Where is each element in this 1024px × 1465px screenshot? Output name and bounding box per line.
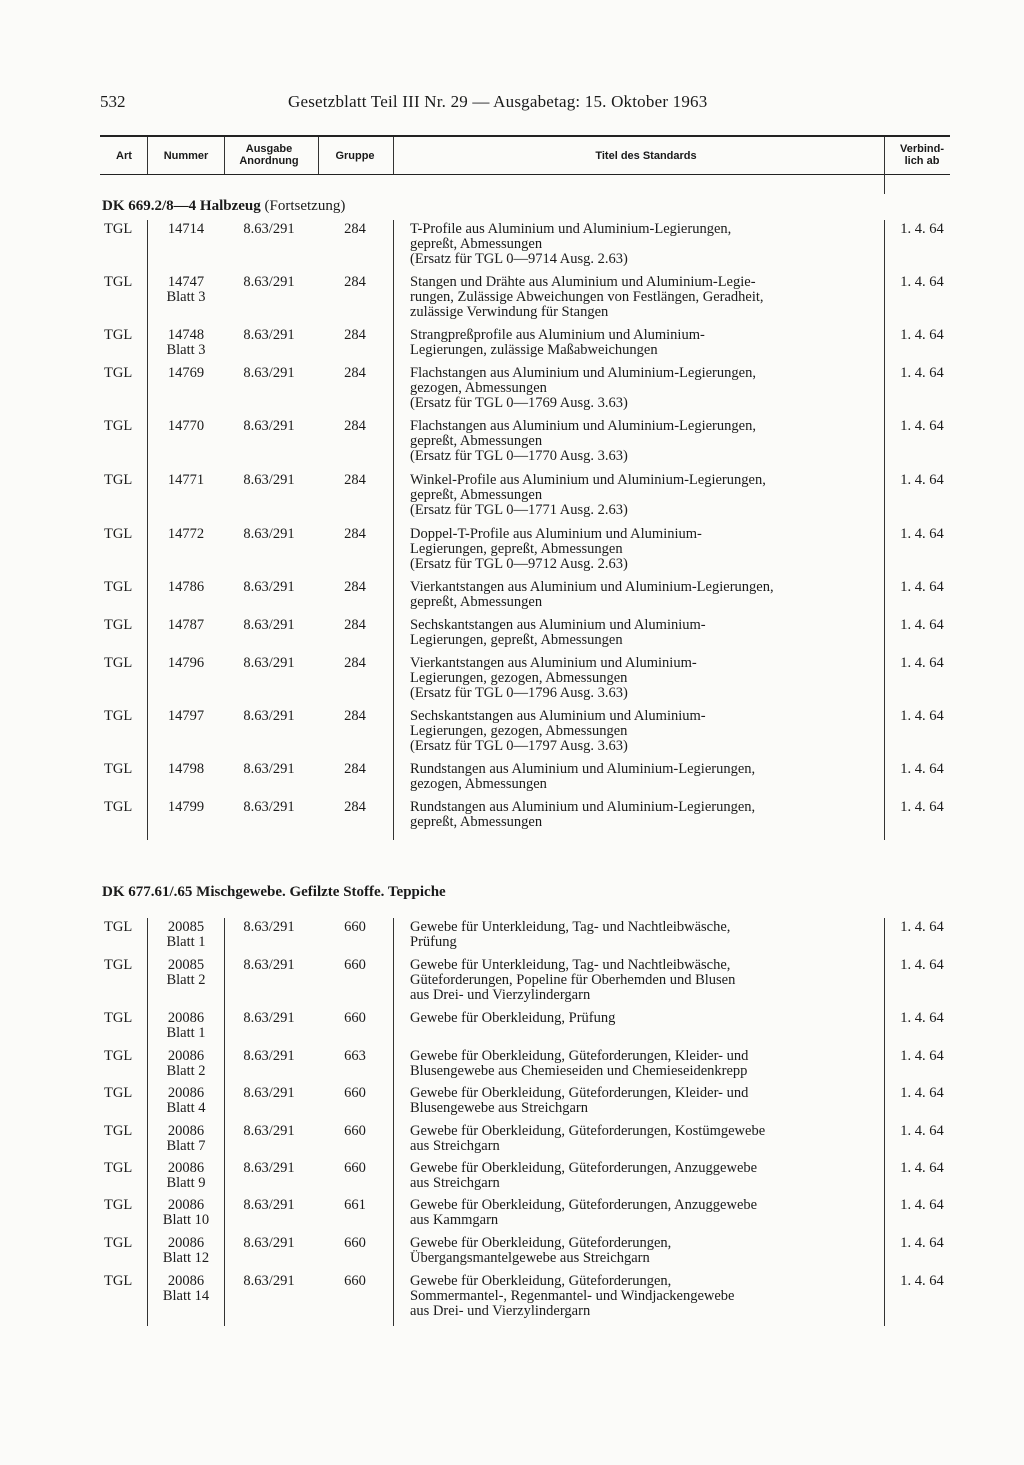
- cell-ausgabe: 8.63/291: [243, 655, 295, 671]
- cell-titel-line: Gewebe für Oberkleidung, Prüfung: [410, 1010, 616, 1026]
- cell-titel: [410, 275, 882, 320]
- cell-titel-line: Gewebe für Unterkleidung, Tag- und Nachtleibwäsche,: [410, 957, 731, 973]
- column-header-ausgabe: [226, 143, 312, 167]
- cell-nummer-line: 14772: [167, 526, 205, 542]
- cell-ausgabe: 8.63/291: [243, 708, 295, 724]
- cell-nummer: [150, 1274, 222, 1304]
- cell-titel: [410, 618, 882, 648]
- cell-nummer: [150, 222, 222, 237]
- cell-nummer-line: 14799: [167, 799, 205, 815]
- cell-art: TGL: [104, 919, 133, 935]
- cell-nummer-line: 14769: [167, 365, 205, 381]
- cell-titel-line: Gewebe für Oberkleidung, Güteforderungen, Kostümgewebe: [410, 1123, 766, 1139]
- cell-titel: [410, 580, 882, 610]
- cell-titel: [410, 920, 882, 950]
- cell-titel-line: Sechskantstangen aus Aluminium und Aluminium-: [410, 708, 706, 724]
- cell-nummer-line: Blatt 1: [166, 1025, 206, 1041]
- cell-nummer-line: 14747: [167, 274, 205, 290]
- cell-nummer: [150, 419, 222, 434]
- cell-ausgabe: 8.63/291: [243, 472, 295, 488]
- cell-verbindlich-ab: 1. 4. 64: [900, 1123, 944, 1139]
- cell-titel-line: Gewebe für Oberkleidung, Güteforderungen, Kleider- und: [410, 1048, 749, 1064]
- cell-titel-line: Übergangsmantelgewebe aus Streichgarn: [410, 1250, 650, 1266]
- cell-gruppe: 660: [344, 1160, 366, 1176]
- cell-titel-line: Legierungen, gezogen, Abmessungen: [410, 723, 628, 739]
- cell-gruppe: 663: [344, 1048, 366, 1064]
- cell-art: TGL: [104, 472, 133, 488]
- cell-titel: [410, 366, 882, 411]
- cell-titel-line: Legierungen, gepreßt, Abmessungen: [410, 541, 623, 557]
- cell-verbindlich-ab: 1. 4. 64: [900, 1010, 944, 1026]
- cell-gruppe: 284: [344, 221, 366, 237]
- cell-art: TGL: [104, 221, 133, 237]
- cell-titel-line: (Ersatz für TGL 0—9714 Ausg. 2.63): [410, 251, 628, 267]
- cell-verbindlich-ab: 1. 4. 64: [900, 1160, 944, 1176]
- column-header-titel: Titel des Standards: [595, 150, 697, 162]
- cell-ausgabe: 8.63/291: [243, 617, 295, 633]
- cell-verbindlich-ab: 1. 4. 64: [900, 919, 944, 935]
- cell-titel: [410, 328, 882, 358]
- cell-nummer-line: Blatt 12: [162, 1250, 210, 1266]
- cell-titel-line: Stangen und Drähte aus Aluminium und Aluminium-Legie-: [410, 274, 756, 290]
- cell-ausgabe: 8.63/291: [243, 957, 295, 973]
- cell-verbindlich-ab: 1. 4. 64: [900, 799, 944, 815]
- cell-verbindlich-ab: 1. 4. 64: [900, 526, 944, 542]
- column-header-art: Art: [116, 150, 132, 162]
- column-divider: [884, 220, 885, 840]
- cell-ausgabe: 8.63/291: [243, 1160, 295, 1176]
- journal-title: Gesetzblatt Teil III Nr. 29 — Ausgabetag: 15. Oktober 1963: [288, 92, 708, 111]
- cell-nummer: [150, 527, 222, 542]
- column-divider: [224, 918, 225, 1326]
- cell-gruppe: 660: [344, 1273, 366, 1289]
- page-number: 532: [100, 92, 126, 111]
- cell-titel-line: (Ersatz für TGL 0—1796 Ausg. 3.63): [410, 685, 628, 701]
- cell-nummer-line: 14796: [167, 655, 205, 671]
- cell-verbindlich-ab: 1. 4. 64: [900, 1048, 944, 1064]
- column-divider: [884, 918, 885, 1326]
- cell-gruppe: 284: [344, 617, 366, 633]
- section-heading: [102, 884, 446, 901]
- cell-verbindlich-ab: 1. 4. 64: [900, 655, 944, 671]
- cell-titel-line: (Ersatz für TGL 0—1770 Ausg. 3.63): [410, 448, 628, 464]
- cell-titel-line: gezogen, Abmessungen: [410, 380, 547, 396]
- cell-titel-line: (Ersatz für TGL 0—1771 Ausg. 2.63): [410, 502, 628, 518]
- cell-art: TGL: [104, 1197, 133, 1213]
- cell-titel-line: Doppel-T-Profile aus Aluminium und Aluminium-: [410, 526, 702, 542]
- cell-art: TGL: [104, 579, 133, 595]
- cell-nummer-line: 20086: [167, 1273, 205, 1289]
- cell-titel-line: aus Drei- und Vierzylindergarn: [410, 1303, 591, 1319]
- cell-nummer: [150, 958, 222, 988]
- cell-verbindlich-ab: 1. 4. 64: [900, 617, 944, 633]
- cell-nummer: [150, 1049, 222, 1079]
- cell-ausgabe: 8.63/291: [243, 919, 295, 935]
- column-header-verbindlich: [890, 143, 954, 167]
- cell-verbindlich-ab: 1. 4. 64: [900, 472, 944, 488]
- cell-titel-line: aus Kammgarn: [410, 1212, 499, 1228]
- cell-titel-line: Legierungen, zulässige Maßabweichungen: [410, 342, 658, 358]
- cell-gruppe: 284: [344, 655, 366, 671]
- cell-titel-line: gepreßt, Abmessungen: [410, 433, 543, 449]
- cell-titel: [410, 473, 882, 518]
- cell-nummer: [150, 656, 222, 671]
- cell-gruppe: 284: [344, 526, 366, 542]
- cell-titel: [410, 222, 882, 267]
- column-header-ausgabe-line2: Anordnung: [239, 155, 299, 167]
- column-divider: [147, 220, 148, 840]
- cell-nummer: [150, 328, 222, 358]
- cell-nummer-line: 14787: [167, 617, 205, 633]
- cell-gruppe: 661: [344, 1197, 366, 1213]
- running-head: [100, 92, 960, 116]
- cell-verbindlich-ab: 1. 4. 64: [900, 274, 944, 290]
- cell-ausgabe: 8.63/291: [243, 365, 295, 381]
- cell-titel: [410, 656, 882, 701]
- cell-nummer-line: 20086: [167, 1085, 205, 1101]
- cell-nummer-line: 20086: [167, 1048, 205, 1064]
- cell-art: TGL: [104, 1010, 133, 1026]
- cell-titel-line: Sechskantstangen aus Aluminium und Aluminium-: [410, 617, 706, 633]
- cell-titel-line: Rundstangen aus Aluminium und Aluminium-Legierungen,: [410, 799, 756, 815]
- cell-titel-line: Blusengewebe aus Streichgarn: [410, 1100, 588, 1116]
- cell-nummer-line: 20086: [167, 1010, 205, 1026]
- cell-ausgabe: 8.63/291: [243, 799, 295, 815]
- cell-verbindlich-ab: 1. 4. 64: [900, 1085, 944, 1101]
- cell-verbindlich-ab: 1. 4. 64: [900, 221, 944, 237]
- cell-titel-line: gepreßt, Abmessungen: [410, 814, 543, 830]
- cell-nummer: [150, 618, 222, 633]
- table-top-rule: [100, 135, 950, 137]
- cell-nummer-line: 20086: [167, 1123, 205, 1139]
- column-divider: [147, 918, 148, 1326]
- cell-titel-line: gezogen, Abmessungen: [410, 776, 547, 792]
- cell-nummer: [150, 1086, 222, 1116]
- cell-nummer: [150, 762, 222, 777]
- cell-titel-line: aus Drei- und Vierzylindergarn: [410, 987, 591, 1003]
- cell-ausgabe: 8.63/291: [243, 418, 295, 434]
- cell-titel: [410, 1086, 882, 1116]
- cell-verbindlich-ab: 1. 4. 64: [900, 708, 944, 724]
- column-divider: [393, 918, 394, 1326]
- cell-titel-line: gepreßt, Abmessungen: [410, 236, 543, 252]
- cell-art: TGL: [104, 526, 133, 542]
- cell-art: TGL: [104, 1235, 133, 1251]
- cell-nummer: [150, 275, 222, 305]
- cell-ausgabe: 8.63/291: [243, 1085, 295, 1101]
- cell-art: TGL: [104, 418, 133, 434]
- cell-titel: [410, 958, 882, 1003]
- cell-nummer-line: Blatt 7: [166, 1138, 206, 1154]
- cell-gruppe: 660: [344, 1123, 366, 1139]
- column-header-verbindlich-line1: Verbind-: [899, 143, 944, 155]
- cell-art: TGL: [104, 1273, 133, 1289]
- cell-nummer-line: 20086: [167, 1197, 205, 1213]
- cell-titel-line: Prüfung: [410, 934, 457, 950]
- cell-gruppe: 660: [344, 919, 366, 935]
- cell-nummer-line: 14798: [167, 761, 205, 777]
- table-header-rule: [100, 174, 950, 175]
- cell-gruppe: 284: [344, 579, 366, 595]
- cell-titel-line: Sommermantel-, Regenmantel- und Windjackengewebe: [410, 1288, 735, 1304]
- cell-titel-line: Vierkantstangen aus Aluminium und Aluminium-Legierungen,: [410, 579, 774, 595]
- cell-gruppe: 284: [344, 327, 366, 343]
- header-divider: [224, 137, 225, 174]
- cell-titel-line: aus Streichgarn: [410, 1175, 500, 1191]
- cell-nummer-line: 20085: [167, 919, 205, 935]
- cell-titel-line: Rundstangen aus Aluminium und Aluminium-Legierungen,: [410, 761, 756, 777]
- cell-verbindlich-ab: 1. 4. 64: [900, 418, 944, 434]
- cell-art: TGL: [104, 957, 133, 973]
- cell-gruppe: 284: [344, 799, 366, 815]
- cell-ausgabe: 8.63/291: [243, 221, 295, 237]
- cell-titel-line: gepreßt, Abmessungen: [410, 594, 543, 610]
- cell-gruppe: 284: [344, 418, 366, 434]
- cell-nummer-line: 14786: [167, 579, 205, 595]
- cell-titel-line: Gewebe für Oberkleidung, Güteforderungen,: [410, 1273, 672, 1289]
- cell-ausgabe: 8.63/291: [243, 1197, 295, 1213]
- cell-nummer: [150, 366, 222, 381]
- header-divider: [147, 137, 148, 174]
- cell-gruppe: 284: [344, 365, 366, 381]
- cell-art: TGL: [104, 365, 133, 381]
- cell-verbindlich-ab: 1. 4. 64: [900, 365, 944, 381]
- cell-nummer-line: Blatt 2: [166, 1063, 206, 1079]
- cell-titel-line: Gewebe für Oberkleidung, Güteforderungen, Anzuggewebe: [410, 1197, 758, 1213]
- cell-titel-line: Gewebe für Oberkleidung, Güteforderungen,: [410, 1235, 672, 1251]
- column-header-gruppe: Gruppe: [335, 150, 375, 162]
- cell-verbindlich-ab: 1. 4. 64: [900, 761, 944, 777]
- cell-titel-line: Gewebe für Oberkleidung, Güteforderungen, Kleider- und: [410, 1085, 749, 1101]
- cell-titel-line: Gewebe für Oberkleidung, Güteforderungen, Anzuggewebe: [410, 1160, 758, 1176]
- header-divider: [393, 137, 394, 174]
- header-divider: [884, 137, 885, 194]
- cell-art: TGL: [104, 327, 133, 343]
- cell-nummer-line: 14748: [167, 327, 205, 343]
- cell-verbindlich-ab: 1. 4. 64: [900, 957, 944, 973]
- cell-ausgabe: 8.63/291: [243, 1048, 295, 1064]
- cell-ausgabe: 8.63/291: [243, 1235, 295, 1251]
- cell-titel-line: zulässige Verwindung für Stangen: [410, 304, 609, 320]
- cell-titel-line: gepreßt, Abmessungen: [410, 487, 543, 503]
- cell-gruppe: 284: [344, 708, 366, 724]
- cell-titel-line: (Ersatz für TGL 0—1769 Ausg. 3.63): [410, 395, 628, 411]
- cell-ausgabe: 8.63/291: [243, 761, 295, 777]
- cell-ausgabe: 8.63/291: [243, 1123, 295, 1139]
- cell-titel-line: Winkel-Profile aus Aluminium und Aluminium-Legierungen,: [410, 472, 766, 488]
- column-header-verbindlich-line2: lich ab: [904, 155, 940, 167]
- cell-gruppe: 284: [344, 761, 366, 777]
- cell-nummer: [150, 580, 222, 595]
- cell-art: TGL: [104, 799, 133, 815]
- cell-titel-line: (Ersatz für TGL 0—9712 Ausg. 2.63): [410, 556, 628, 572]
- cell-nummer: [150, 1124, 222, 1154]
- section-heading-bold: DK 669.2/8—4 Halbzeug: [102, 198, 261, 214]
- cell-nummer: [150, 1161, 222, 1191]
- cell-titel-line: Blusengewebe aus Chemieseiden und Chemieseidenkrepp: [410, 1063, 748, 1079]
- cell-nummer: [150, 1011, 222, 1041]
- cell-ausgabe: 8.63/291: [243, 327, 295, 343]
- cell-nummer-line: Blatt 4: [166, 1100, 206, 1116]
- cell-gruppe: 284: [344, 274, 366, 290]
- cell-art: TGL: [104, 655, 133, 671]
- cell-titel: [410, 1198, 882, 1228]
- cell-titel-line: Gewebe für Unterkleidung, Tag- und Nachtleibwäsche,: [410, 919, 731, 935]
- header-divider: [318, 137, 319, 174]
- cell-titel-line: Legierungen, gezogen, Abmessungen: [410, 670, 628, 686]
- cell-art: TGL: [104, 274, 133, 290]
- cell-verbindlich-ab: 1. 4. 64: [900, 327, 944, 343]
- section-heading-note: (Fortsetzung): [264, 198, 346, 214]
- cell-nummer: [150, 1236, 222, 1266]
- cell-titel: [410, 1236, 882, 1266]
- cell-titel-line: Flachstangen aus Aluminium und Aluminium-Legierungen,: [410, 365, 756, 381]
- cell-nummer-line: Blatt 2: [166, 972, 206, 988]
- cell-nummer: [150, 709, 222, 724]
- cell-titel-line: Legierungen, gepreßt, Abmessungen: [410, 632, 623, 648]
- cell-titel-line: (Ersatz für TGL 0—1797 Ausg. 3.63): [410, 738, 628, 754]
- cell-art: TGL: [104, 1160, 133, 1176]
- cell-titel: [410, 419, 882, 464]
- cell-art: TGL: [104, 1085, 133, 1101]
- cell-gruppe: 660: [344, 1010, 366, 1026]
- cell-nummer-line: Blatt 14: [162, 1288, 210, 1304]
- cell-nummer: [150, 800, 222, 815]
- cell-titel-line: Vierkantstangen aus Aluminium und Aluminium-: [410, 655, 697, 671]
- cell-nummer-line: 14797: [167, 708, 205, 724]
- cell-titel-line: rungen, Zulässige Abweichungen von Festlängen, Geradheit,: [410, 289, 764, 305]
- cell-ausgabe: 8.63/291: [243, 1273, 295, 1289]
- cell-ausgabe: 8.63/291: [243, 526, 295, 542]
- cell-titel: [410, 527, 882, 572]
- cell-titel: [410, 1011, 882, 1026]
- cell-art: TGL: [104, 1123, 133, 1139]
- cell-art: TGL: [104, 761, 133, 777]
- cell-ausgabe: 8.63/291: [243, 1010, 295, 1026]
- cell-nummer: [150, 1198, 222, 1228]
- cell-nummer: [150, 920, 222, 950]
- cell-titel-line: Strangpreßprofile aus Aluminium und Aluminium-: [410, 327, 705, 343]
- cell-art: TGL: [104, 708, 133, 724]
- cell-gruppe: 660: [344, 957, 366, 973]
- cell-nummer-line: 14714: [167, 221, 205, 237]
- cell-gruppe: 660: [344, 1235, 366, 1251]
- column-header-ausgabe-line1: Ausgabe: [245, 143, 293, 155]
- cell-ausgabe: 8.63/291: [243, 274, 295, 290]
- cell-art: TGL: [104, 1048, 133, 1064]
- cell-nummer: [150, 473, 222, 488]
- cell-ausgabe: 8.63/291: [243, 579, 295, 595]
- section-heading: [102, 198, 345, 215]
- cell-nummer-line: 14770: [167, 418, 205, 434]
- column-header-nummer: Nummer: [163, 150, 209, 162]
- cell-titel: [410, 800, 882, 830]
- column-divider: [393, 220, 394, 840]
- cell-verbindlich-ab: 1. 4. 64: [900, 1197, 944, 1213]
- section-heading-bold: DK 677.61/.65 Mischgewebe. Gefilzte Stoffe. Teppiche: [102, 884, 446, 900]
- cell-nummer-line: Blatt 9: [166, 1175, 206, 1191]
- cell-gruppe: 660: [344, 1085, 366, 1101]
- cell-art: TGL: [104, 617, 133, 633]
- cell-verbindlich-ab: 1. 4. 64: [900, 579, 944, 595]
- cell-titel-line: T-Profile aus Aluminium und Aluminium-Legierungen,: [410, 221, 732, 237]
- cell-titel-line: Güteforderungen, Popeline für Oberhemden und Blusen: [410, 972, 736, 988]
- cell-verbindlich-ab: 1. 4. 64: [900, 1235, 944, 1251]
- cell-titel: [410, 1274, 882, 1319]
- cell-nummer-line: 14771: [167, 472, 205, 488]
- cell-nummer-line: 20086: [167, 1160, 205, 1176]
- cell-verbindlich-ab: 1. 4. 64: [900, 1273, 944, 1289]
- cell-nummer-line: Blatt 10: [162, 1212, 210, 1228]
- cell-nummer-line: 20086: [167, 1235, 205, 1251]
- cell-nummer-line: 20085: [167, 957, 205, 973]
- cell-gruppe: 284: [344, 472, 366, 488]
- cell-titel: [410, 709, 882, 754]
- cell-titel-line: aus Streichgarn: [410, 1138, 500, 1154]
- cell-titel: [410, 1124, 882, 1154]
- cell-nummer-line: Blatt 1: [166, 934, 206, 950]
- cell-titel: [410, 762, 882, 792]
- cell-titel: [410, 1161, 882, 1191]
- cell-nummer-line: Blatt 3: [166, 289, 206, 305]
- cell-nummer-line: Blatt 3: [166, 342, 206, 358]
- cell-titel: [410, 1049, 882, 1079]
- cell-titel-line: Flachstangen aus Aluminium und Aluminium-Legierungen,: [410, 418, 756, 434]
